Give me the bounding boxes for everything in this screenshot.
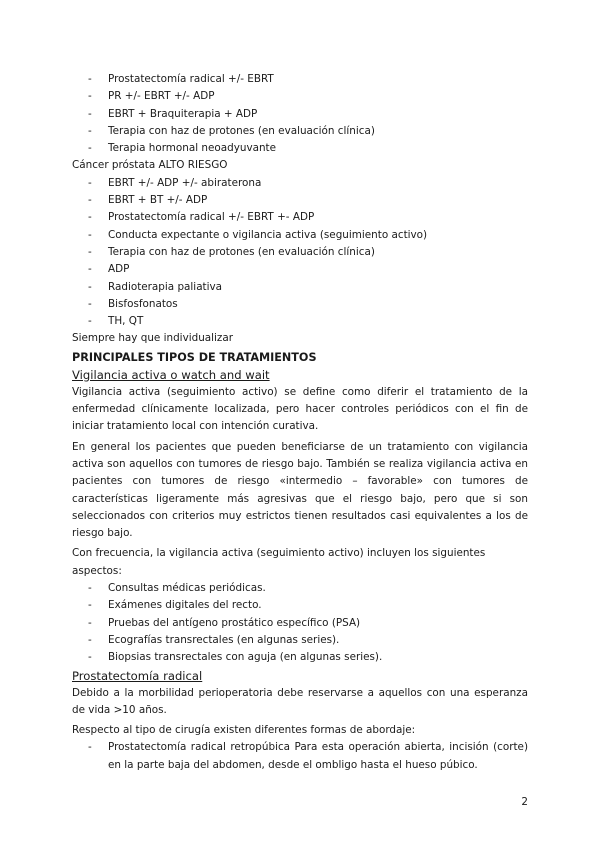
list-item: - TH, QT xyxy=(72,313,528,330)
vigilancia-paragraph-1: Vigilancia activa (seguimiento activo) se define como diferir el tratamiento de la enfermedad clínicamente localizada, pero hacer controles periódicos con el fin de iniciar tratamiento local con intención curativa. xyxy=(72,385,528,433)
list-item: - ADP xyxy=(72,261,528,278)
list-dash: - xyxy=(88,315,92,328)
list-dash: - xyxy=(88,633,92,646)
vigilancia-paragraph-3: Con frecuencia, la vigilancia activa (seguimiento activo) incluyen los siguientes aspectos: xyxy=(72,547,486,577)
list-dash: - xyxy=(88,211,92,224)
page-content xyxy=(72,71,528,774)
vigilancia-list xyxy=(72,580,528,666)
list-dash: - xyxy=(88,263,92,276)
list-dash: - xyxy=(88,297,92,310)
vigilancia-heading: Vigilancia activa o watch and wait xyxy=(72,367,270,382)
list-dash: - xyxy=(88,107,92,120)
prostatectomia-paragraph-1: Debido a la morbilidad perioperatoria debe reservarse a aquellos con una esperanza de vida >10 años. xyxy=(72,686,528,716)
list-item: - Pruebas del antígeno prostático específico (PSA) xyxy=(72,615,528,632)
vigilancia-paragraph-2: En general los pacientes que pueden beneficiarse de un tratamiento con vigilancia activa son aquellos con tumores de riesgo bajo. También se realiza vigilancia activa en pacientes con tumores de riesgo «intermedio – favorable» con tumores de características ligeramente más agresivas que el riesgo bajo, pero que si son seleccionados con criterios muy estrictos tienen resultados casi equivalentes a los de riesgo bajo. xyxy=(72,440,528,540)
list-dash: - xyxy=(88,142,92,155)
list-item: - Prostatectomía radical retropúbica Para esta operación abierta, incisión (corte) en la parte baja del abdomen, desde el ombligo hasta el hueso púbico. xyxy=(88,741,528,771)
prostatectomia-heading: Prostatectomía radical xyxy=(72,668,203,683)
page-number: 2 xyxy=(521,796,528,808)
list-dash: - xyxy=(88,741,92,754)
prostatectomia-paragraph-2: Respecto al tipo de cirugía existen diferentes formas de abordaje: xyxy=(72,724,416,737)
list-dash: - xyxy=(88,280,92,293)
treatment-list-continued xyxy=(72,71,528,157)
list-item: - Prostatectomía radical +/- EBRT +- ADP xyxy=(72,209,528,226)
list-item: - Bisfosfonatos xyxy=(72,296,528,313)
alto-riesgo-list xyxy=(72,175,528,331)
main-heading: PRINCIPALES TIPOS DE TRATAMIENTOS xyxy=(72,350,317,364)
list-item: - Biopsias transrectales con aguja (en algunas series). xyxy=(72,649,528,666)
prostatectomia-list xyxy=(72,739,528,774)
list-item: - EBRT +/- ADP +/- abiraterona xyxy=(72,175,528,192)
list-item: - Radioterapia paliativa xyxy=(72,279,528,296)
list-dash: - xyxy=(88,73,92,85)
list-dash: - xyxy=(88,228,92,241)
alto-riesgo-label: Cáncer próstata ALTO RIESGO xyxy=(72,159,228,172)
list-item: - Terapia con haz de protones (en evaluación clínica) xyxy=(72,123,528,140)
list-item: - EBRT + BT +/- ADP xyxy=(72,192,528,209)
list-dash: - xyxy=(88,194,92,207)
list-item: - Terapia hormonal neoadyuvante xyxy=(72,140,528,157)
list-dash: - xyxy=(88,651,92,664)
list-item: - PR +/- EBRT +/- ADP xyxy=(72,88,528,105)
list-dash: - xyxy=(88,124,92,137)
list-item: - Ecografías transrectales (en algunas series). xyxy=(72,632,528,649)
list-item: - Prostatectomía radical +/- EBRT xyxy=(72,71,528,88)
list-item: - Consultas médicas periódicas. xyxy=(72,580,528,597)
individualizar-note: Siempre hay que individualizar xyxy=(72,332,234,345)
list-item: - Exámenes digitales del recto. xyxy=(72,597,528,614)
list-item: - Terapia con haz de protones (en evaluación clínica) xyxy=(72,244,528,261)
list-dash: - xyxy=(88,616,92,629)
list-dash: - xyxy=(88,245,92,258)
list-dash: - xyxy=(88,90,92,103)
list-item: - EBRT + Braquiterapia + ADP xyxy=(72,106,528,123)
list-item: - Conducta expectante o vigilancia activa (seguimiento activo) xyxy=(72,227,528,244)
list-dash: - xyxy=(88,599,92,612)
list-dash: - xyxy=(88,176,92,189)
list-dash: - xyxy=(88,582,92,595)
